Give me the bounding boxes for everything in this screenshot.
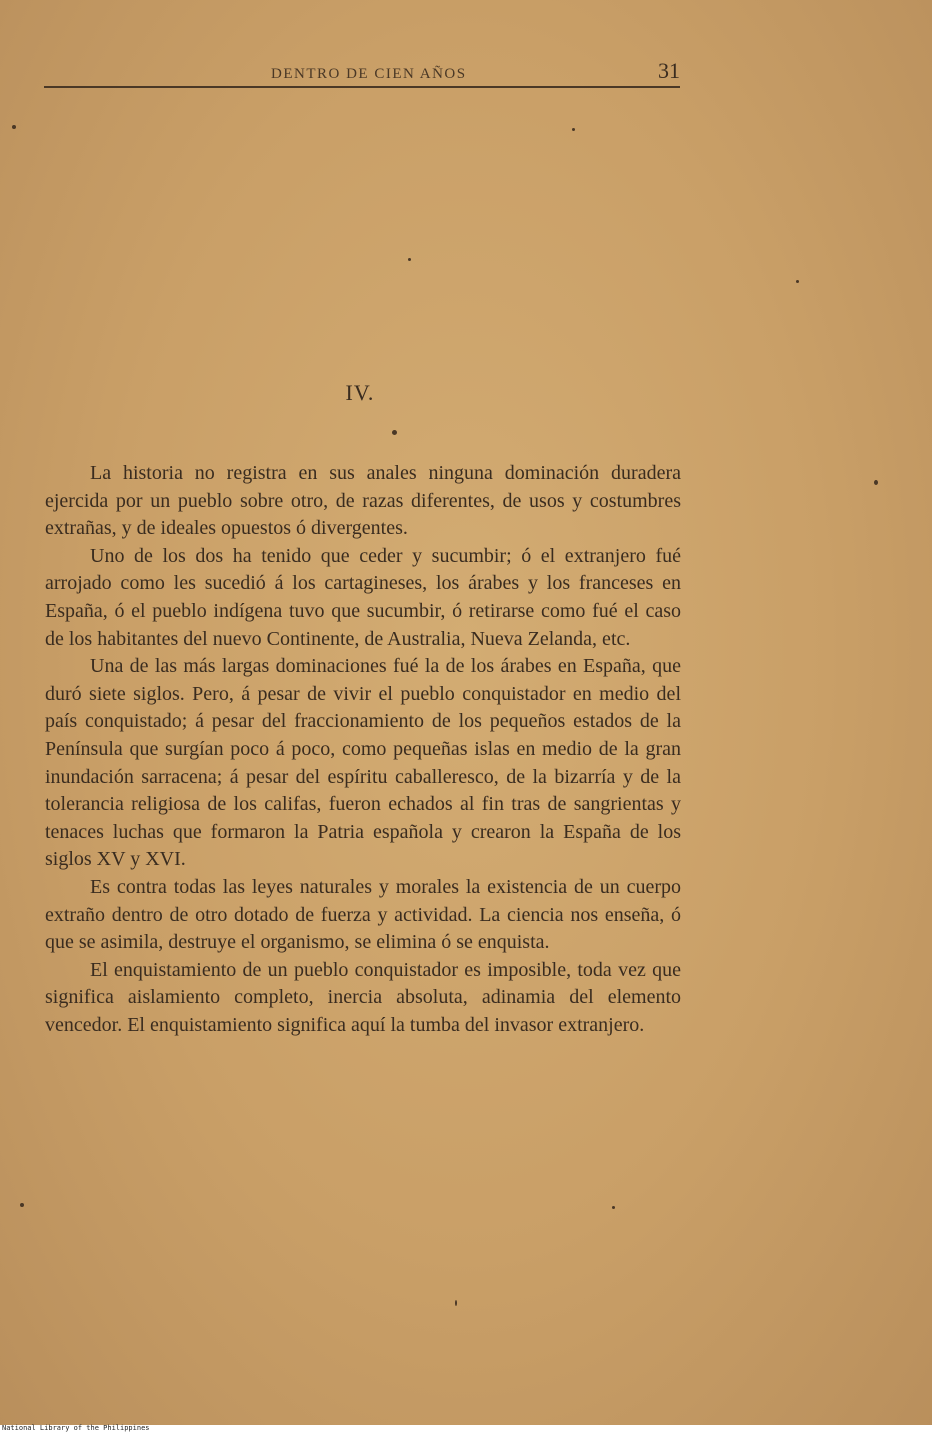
body-text [45,460,681,1039]
paragraph: Es contra todas las leyes naturales y morales la existencia de un cuerpo extraño dentro de otro dotado de fuerza y actividad. La ciencia nos enseña, ó que se asimila, destruye el organismo, se elimina ó se enquista. [45,875,681,954]
print-speck [20,1203,24,1207]
running-header [44,58,680,88]
print-speck [12,125,16,129]
print-speck [455,1300,457,1306]
paragraph: El enquistamiento de un pueblo conquistador es imposible, toda vez que significa aislamiento completo, inercia absoluta, adinamia del elemento vencedor. El enquistamiento significa aquí la tumba del invasor extranjero. [45,958,681,1036]
print-speck [408,258,411,261]
print-speck [392,430,397,435]
print-speck [612,1206,615,1209]
library-credit: National Library of the Philippines [2,1424,150,1432]
print-speck [874,480,878,485]
footer-strip [0,1425,932,1433]
chapter-heading: IV. [345,380,375,405]
print-speck [572,128,575,131]
paragraph: Una de las más largas dominaciones fué la de los árabes en España, que duró siete siglos. Pero, á pesar de vivir el pueblo conquistador en medio del país conquistado; á pesar del fraccionamiento de los pequeños estados de la Península que surgían poco á poco, como pequeñas islas en medio de la gran inundación sarracena; á pesar del espíritu caballeresco, de la bizarría y de la tolerancia religiosa de los califas, fueron echados al fin tras de sangrientas y tenaces luchas que formaron la Patria española y crearon la España de los siglos XV y XVI. [45,655,681,871]
paragraph: Uno de los dos ha tenido que ceder y sucumbir; ó el extranjero fué arrojado como les sucedió á los cartagineses, los árabes y los franceses en España, ó el pueblo indígena tuvo que sucumbir, ó retirarse como fué el caso de los habitantes del nuevo Continente, de Australia, Nueva Zelanda, etc. [45,544,681,650]
page-number: 31 [658,58,680,83]
paragraph: La historia no registra en sus anales ninguna dominación duradera ejercida por un pueblo sobre otro, de razas diferentes, de usos y costumbres extrañas, y de ideales opuestos ó divergentes. [45,462,681,540]
running-title: DENTRO DE CIEN AÑOS [271,66,467,82]
print-speck [796,280,799,283]
